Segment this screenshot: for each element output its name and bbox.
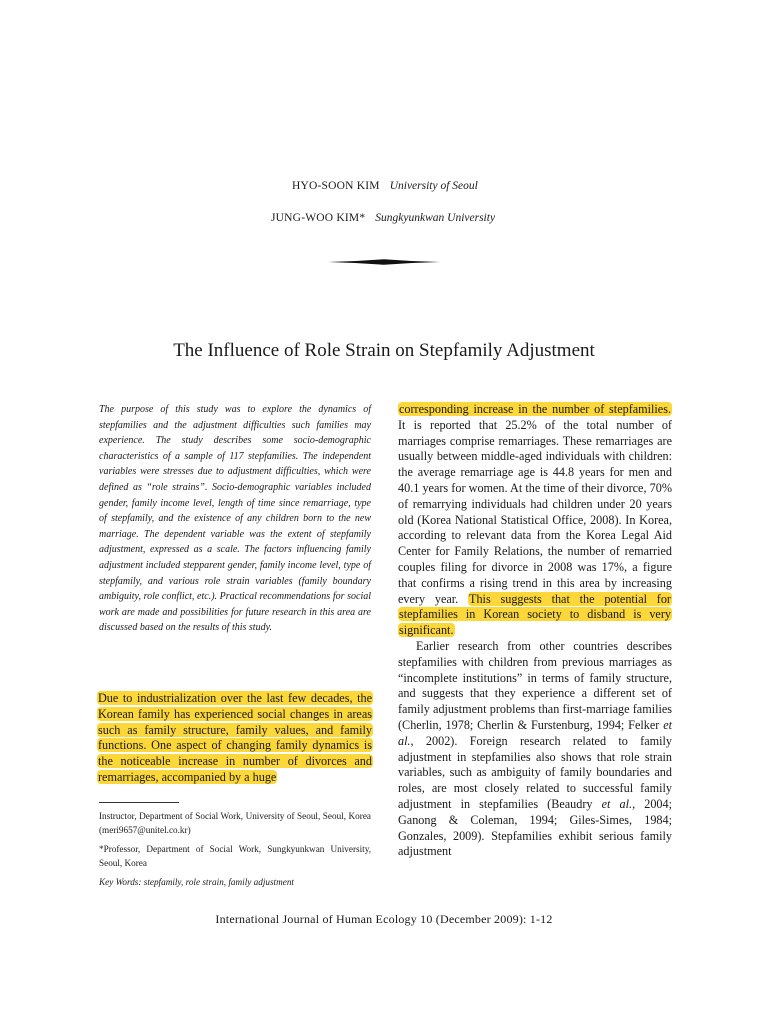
author-2-name: JUNG-WOO KIM*: [271, 212, 366, 224]
author-2: [271, 212, 495, 224]
author-1-name: HYO-SOON KIM: [292, 180, 380, 192]
paper-title: The Influence of Role Strain on Stepfamily Adjustment: [173, 340, 595, 361]
intro-paragraph: [97, 691, 373, 786]
highlighted-text: This suggests that the potential for stepfamilies in Korean society to disband is very significant.: [399, 591, 671, 638]
author-2-affiliation: Sungkyunkwan University: [375, 212, 496, 224]
footnote-rule: [99, 802, 179, 803]
ornament-divider: [328, 258, 440, 266]
author-1-affiliation: University of Seoul: [389, 180, 478, 192]
body-text: It is reported that 25.2% of the total number of marriages comprise remarriages. These remarriages are usually between middle-aged individuals with children: the average remarriage age is 44.8 years for men and 40.1 years for women. At the time of their divorce, 70% of remarrying individuals had children under 20 years old (Korea National Statistical Office, 2008). In Korea, according to relevant data from the Korea Legal Aid Center for Family Relations, the number of remarried couples filing for divorce in 2008 was 17%, a figure that confirms a rising trend in this area by increasing every year.: [398, 417, 672, 606]
author-1: [292, 180, 478, 192]
body-text: , 2004; Ganong & Coleman, 1994; Giles-Simes, 1984; Gonzales, 2009). Stepfamilies exhibit serious family adjustment: [398, 796, 672, 859]
journal-citation: International Journal of Human Ecology 10 (December 2009): 1-12: [215, 912, 553, 926]
keywords: Key Words: stepfamily, role strain, family adjustment: [99, 877, 294, 887]
body-text: , 2002). Foreign research related to family adjustment in stepfamilies also shows that role strain variables, such as ambiguity of family boundaries and roles, are most closely related to successful family adjustment in stepfamilies (Beaudry: [398, 733, 672, 811]
citation-etal: et al.: [601, 796, 633, 811]
highlighted-text: corresponding increase in the number of stepfamilies.: [399, 402, 671, 416]
citation-etal: et al.: [398, 717, 672, 748]
body-paragraph-2: [398, 639, 672, 860]
footnote-professor: *Professor, Department of Social Work, Sungkyunkwan University, Seoul, Korea: [99, 844, 371, 868]
footnote-instructor: Instructor, Department of Social Work, University of Seoul, Seoul, Korea (meri9657@unitel.co.kr): [99, 811, 371, 835]
abstract: The purpose of this study was to explore the dynamics of stepfamilies and the adjustment difficulties such families may experience. The study describes some socio-demographic characteristics of a sample of 117 stepfamilies. The independent variables were stresses due to adjustment difficulties, which were defined as “role strains”. Socio-demographic variables included gender, family income level, length of time since remarriage, type of stepfamily, and the existence of any children born to the new marriage. The dependent variable was the extent of stepfamily adjustment, expressed as a scale. The factors influencing family adjustment included stepparent gender, family income level, type of stepfamily, and various role strain variables (family boundary ambiguity, role conflict, etc.). Practical recommendations for social work are made and possibilities for future research in this area are discussed based on the results of this study.: [99, 404, 371, 634]
body-paragraph-1: [398, 402, 672, 639]
highlighted-text: Due to industrialization over the last few decades, the Korean family has experienced social changes in areas such as family structure, family values, and family functions. One aspect of changing family dynamics is the noticeable increase in number of divorces and remarriages, accompanied by a huge: [98, 691, 372, 784]
right-column: [398, 402, 672, 860]
body-text: Earlier research from other countries describes stepfamilies with children from previous marriages as “incomplete institutions” in terms of family structure, and suggests that they experience a different set of family adjustment problems than first-marriage families (Cherlin, 1978; Cherlin & Furstenburg, 1994; Felker: [398, 638, 672, 732]
